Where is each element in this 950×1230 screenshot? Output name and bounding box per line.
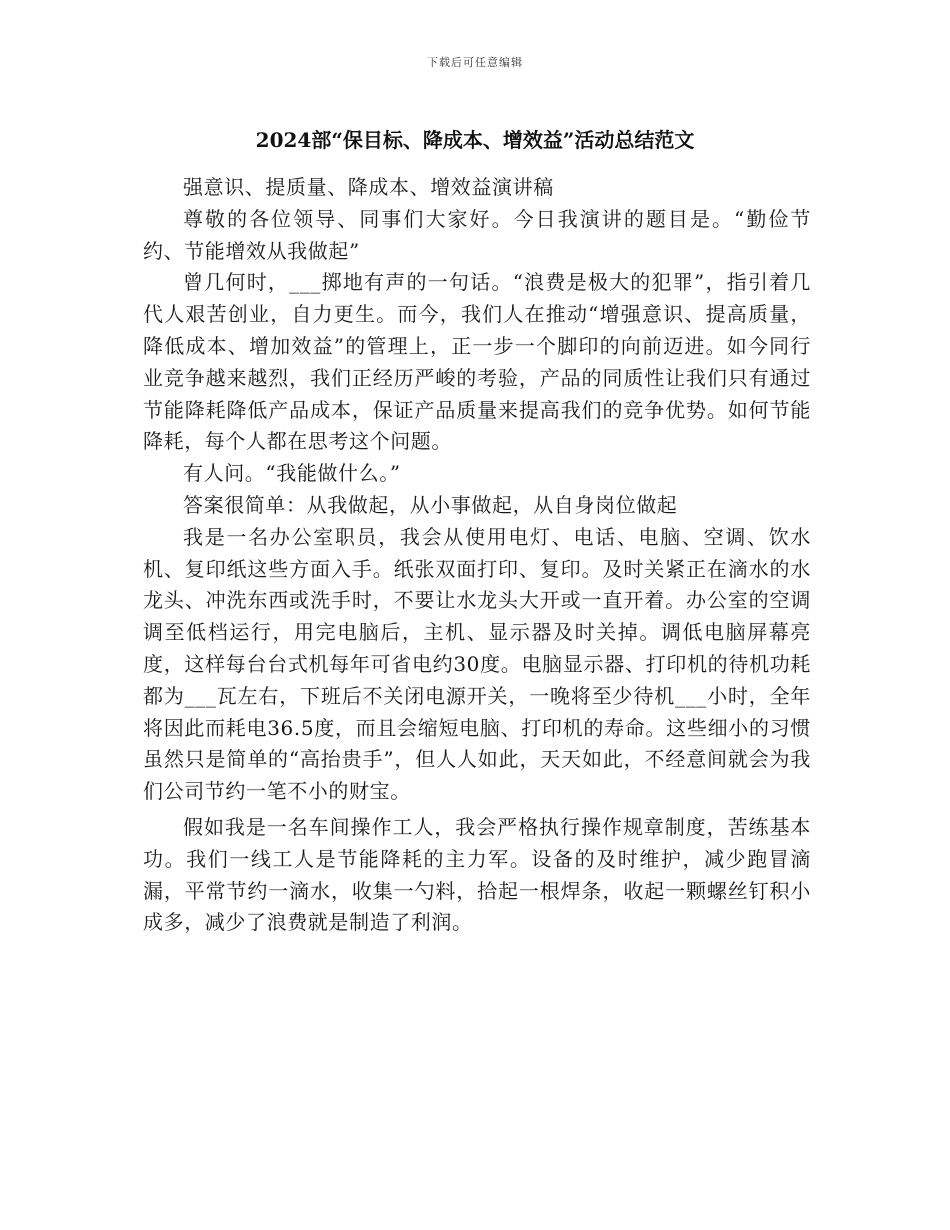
paragraph-answer: 答案很简单：从我做起，从小事做起，从自身岗位做起: [183, 492, 678, 517]
document-body: [143, 172, 811, 939]
document-title: 2024部“保目标、降成本、增效益”活动总结范文: [255, 128, 695, 152]
page-header-note: 下载后可任意编辑: [427, 56, 523, 69]
paragraph-question: 有人问。“我能做什么。”: [183, 461, 401, 486]
paragraph-intro: 曾几何时，___掷地有声的一句话。“浪费是极大的犯罪”，指引着几代人艰苦创业，自力更生。而今，我们人在推动“增强意识、提高质量，降低成本、增加效益”的管理上，正一步一个脚印的向前迈进。如今同行业竞争越来越烈，我们正经历严峻的考验，产品的同质性让我们只有通过节能降耗降低产品成本，保证产品质量来提高我们的竞争优势。如何节能降耗，每个人都在思考这个问题。: [143, 270, 811, 454]
paragraph-greeting: 尊敬的各位领导、同事们大家好。今日我演讲的题目是。“勤俭节约、节能增效从我做起”: [143, 206, 811, 263]
paragraph-office-worker: 我是一名办公室职员，我会从使用电灯、电话、电脑、空调、饮水机、复印纸这些方面入手。纸张双面打印、复印。及时关紧正在滴水的水龙头、冲洗东西或洗手时，不要让水龙头大开或一直开着。办公室的空调调至低档运行，用完电脑后，主机、显示器及时关掉。调低电脑屏幕亮度，这样每台台式机每年可省电约30度。电脑显示器、打印机的待机功耗都为___瓦左右，下班后不关闭电源开关，一晚将至少待机___小时，全年将因此而耗电36.5度，而且会缩短电脑、打印机的寿命。这些细小的习惯虽然只是简单的“高抬贵手”，但人人如此，天天如此，不经意间就会为我们公司节约一笔不小的财宝。: [143, 524, 811, 804]
paragraph-workshop-worker: 假如我是一名车间操作工人，我会严格执行操作规章制度，苦练基本功。我们一线工人是节能降耗的主力军。设备的及时维护，减少跑冒滴漏，平常节约一滴水，收集一勺料，拾起一根焊条，收起一颗螺丝钉积小成多，减少了浪费就是制造了利润。: [143, 814, 811, 935]
paragraph-subtitle: 强意识、提质量、降成本、增效益演讲稿: [183, 175, 554, 199]
